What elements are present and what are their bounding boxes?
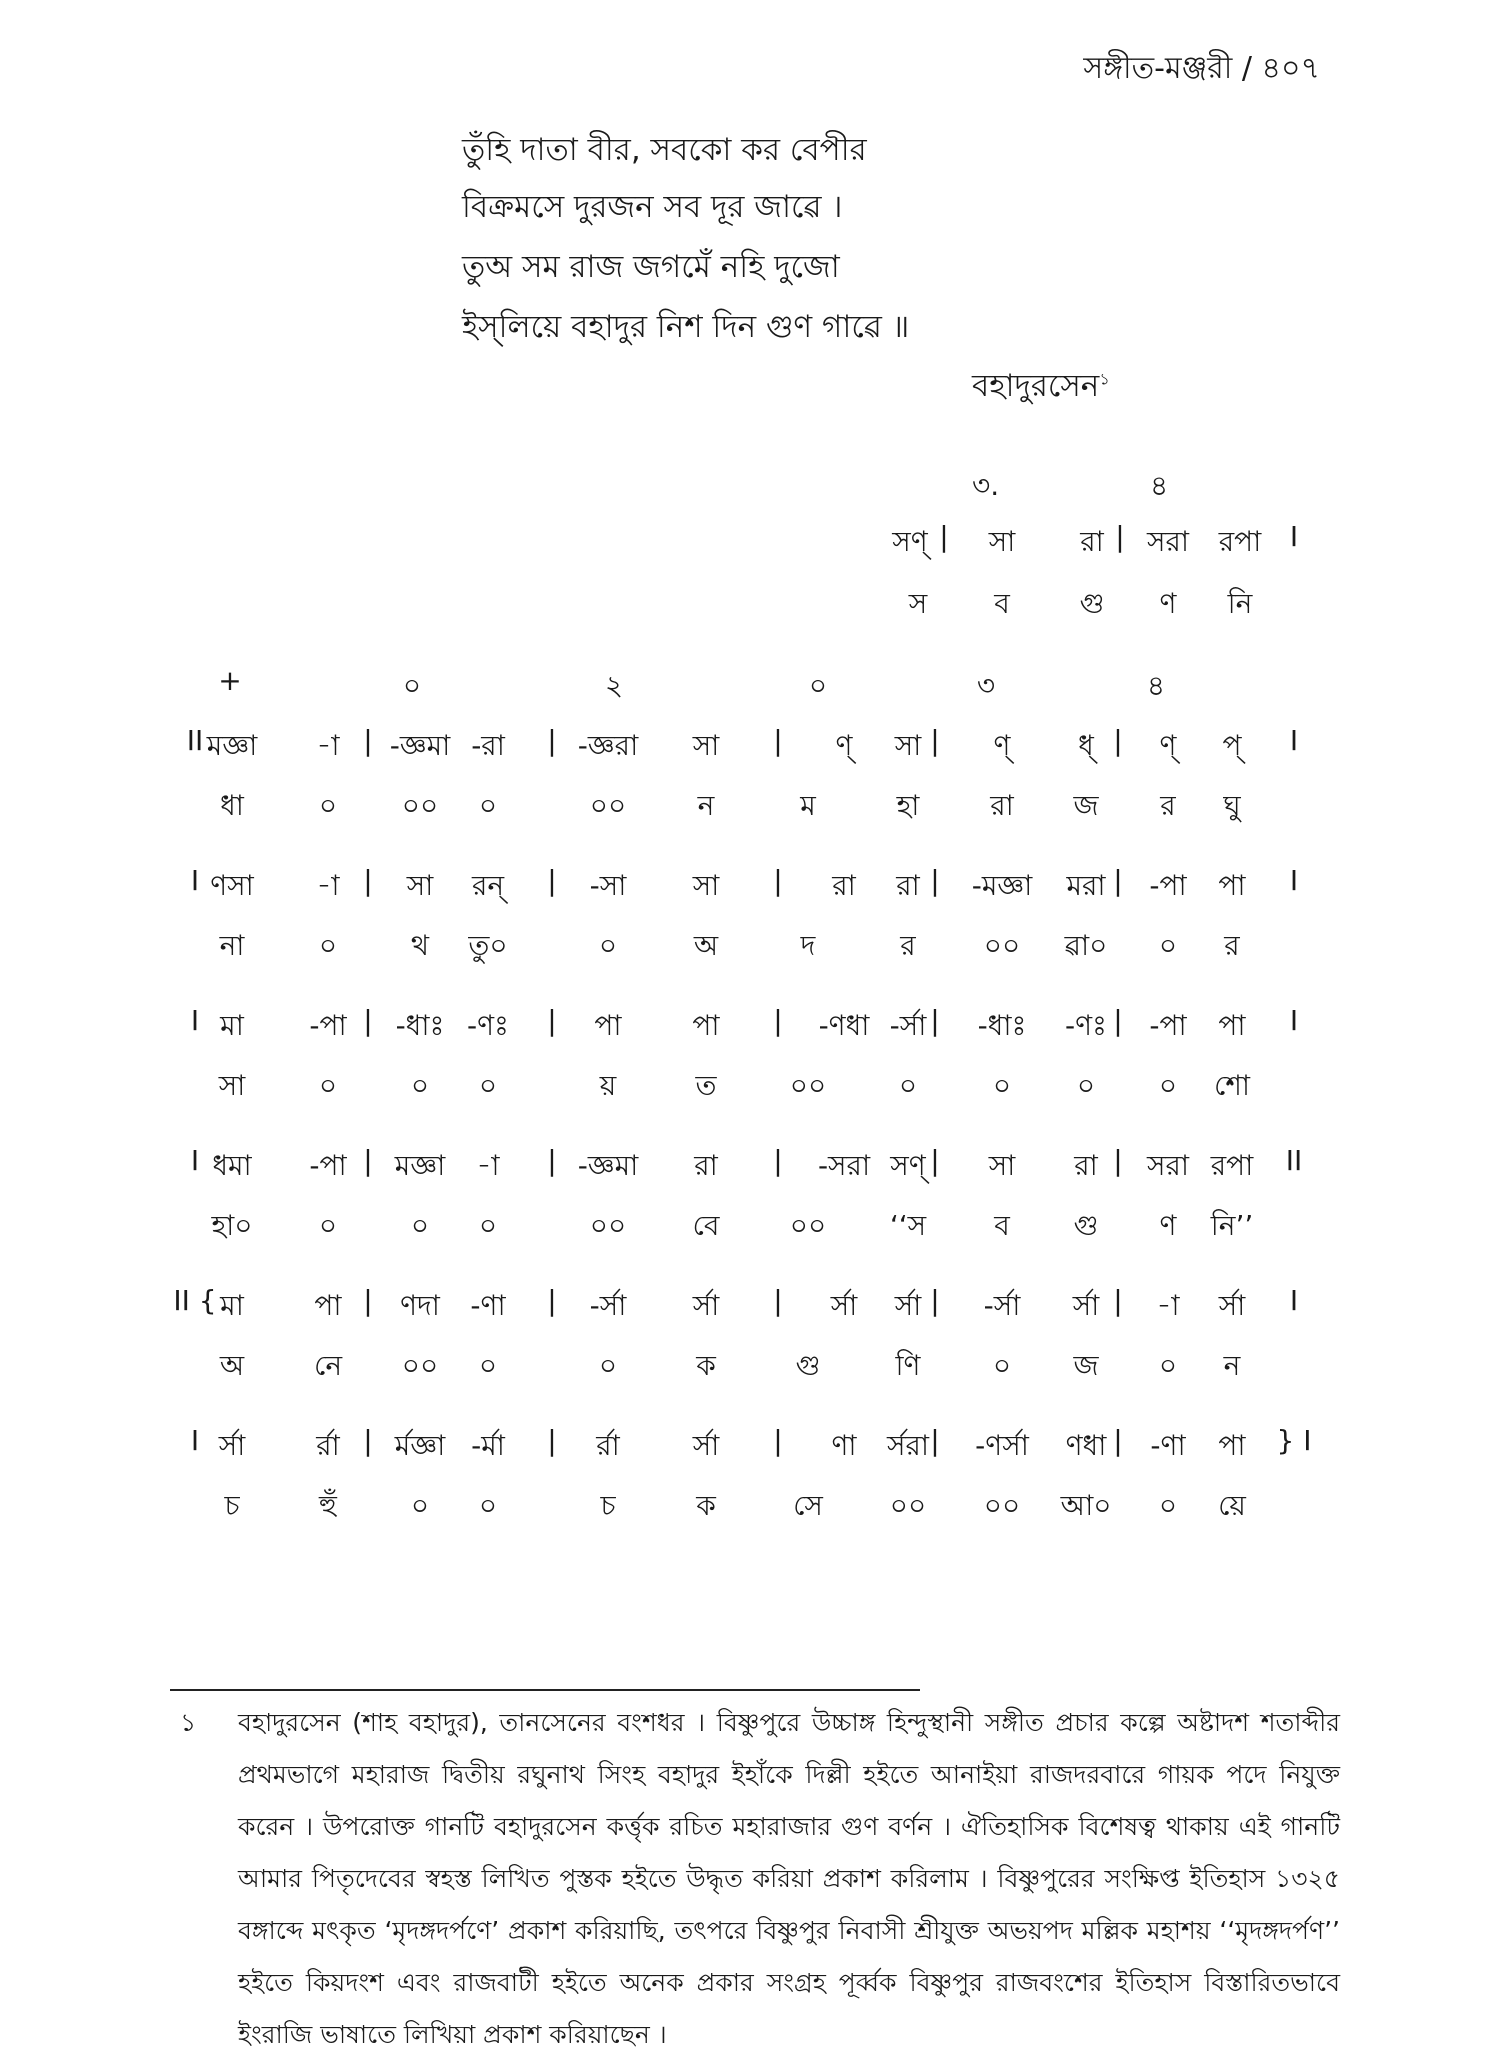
lyric-syllable: ত xyxy=(695,1069,717,1102)
taal-marker: ০ xyxy=(808,669,828,702)
note: সা xyxy=(894,729,922,762)
lyric-syllable: জ xyxy=(1073,789,1099,822)
note: সরা xyxy=(1146,525,1190,558)
lyric-syllable: ০ xyxy=(1158,1069,1178,1102)
bar-line: I xyxy=(1289,1004,1299,1037)
lyric-syllable: গু xyxy=(795,1349,821,1382)
lyric-syllable: ০০ xyxy=(401,1349,439,1382)
lyric-syllable: হা xyxy=(896,789,920,822)
note: -া xyxy=(476,1149,500,1182)
lyric-syllable: ০ xyxy=(478,1489,498,1522)
note: -পা xyxy=(309,1009,347,1042)
note: ণ্ xyxy=(993,729,1011,762)
lyric-syllable: ০০ xyxy=(589,789,627,822)
lyric-syllable: ০ xyxy=(318,1209,338,1242)
note: -র্মা xyxy=(471,1429,505,1462)
note: -সরা xyxy=(817,1149,871,1182)
verse-line-4: ইস্‌লিয়ে বহাদুর নিশ দিন গুণ গাৱে ॥ xyxy=(462,309,910,345)
lyric-syllable: র xyxy=(1160,789,1176,822)
note: -া xyxy=(316,729,340,762)
lyric-syllable: ০০ xyxy=(983,929,1021,962)
note: -মজ্ঞা xyxy=(971,869,1033,902)
lyric-syllable: র xyxy=(900,929,916,962)
note: রপা xyxy=(1210,1149,1254,1182)
lyric-syllable: ০ xyxy=(598,929,618,962)
lyric-syllable: সে xyxy=(793,1489,823,1522)
note: র্সা xyxy=(894,1289,922,1322)
note: মরা xyxy=(1066,869,1106,902)
bar-line: | xyxy=(1113,1144,1123,1177)
lyric-syllable: তু০ xyxy=(468,929,508,962)
bar-line: I xyxy=(1289,864,1299,897)
bar-line: I xyxy=(190,864,200,897)
lyric-syllable: য়ে xyxy=(1218,1489,1246,1522)
note: র্মজ্ঞা xyxy=(394,1429,446,1462)
note: সা xyxy=(692,869,720,902)
lyric-syllable: ০০ xyxy=(789,1069,827,1102)
lyric-syllable: ০০ xyxy=(789,1209,827,1242)
note: র্সরা xyxy=(886,1429,930,1462)
note: মজ্ঞা xyxy=(206,729,258,762)
note: সণ্ xyxy=(892,525,928,558)
lyric-syllable: ০ xyxy=(598,1349,618,1382)
note: র্সা xyxy=(1218,1289,1246,1322)
bar-line: | xyxy=(930,1144,940,1177)
lyric-syllable: ০ xyxy=(478,789,498,822)
bar-line: I xyxy=(190,1424,200,1457)
taal-marker: + xyxy=(218,664,242,697)
note: -র্সা xyxy=(983,1289,1021,1322)
note: র্সা xyxy=(830,1289,858,1322)
lyric-syllable: বে xyxy=(692,1209,720,1242)
note: -া xyxy=(316,869,340,902)
verse-line-3: তুঅ সম রাজ জগমেঁ নহি দুজো xyxy=(462,249,840,285)
lyric-syllable: ণ xyxy=(1159,587,1177,620)
verse-line-2: বিক্রমসে দুরজন সব দূর জাৱে । xyxy=(462,189,843,225)
note: -জ্ঞমা xyxy=(577,1149,639,1182)
bar-line: | xyxy=(1113,1284,1123,1317)
note: -ণা xyxy=(1150,1429,1186,1462)
lyric-syllable: ০ xyxy=(478,1209,498,1242)
note: -া xyxy=(1156,1289,1180,1322)
bar-line: II xyxy=(1285,1144,1303,1177)
lyric-syllable: ব xyxy=(994,587,1010,620)
lyric-syllable: আ০ xyxy=(1060,1489,1112,1522)
lyric-syllable: ০০ xyxy=(889,1489,927,1522)
bar-line: | xyxy=(773,1284,783,1317)
lyric-syllable: ০ xyxy=(410,1069,430,1102)
note: মজ্ঞা xyxy=(394,1149,446,1182)
verse-line-1: তুঁহি দাতা বীর, সবকো কর বেপীর xyxy=(462,132,867,168)
lyric-syllable: ক xyxy=(696,1349,716,1382)
lyric-syllable: ‘‘স xyxy=(889,1209,927,1242)
bar-line: | xyxy=(363,864,373,897)
lyric-syllable: ০ xyxy=(318,929,338,962)
note: সা xyxy=(988,525,1016,558)
bar-line: | xyxy=(773,1004,783,1037)
note: -ণঃ xyxy=(1065,1009,1107,1042)
note: পা xyxy=(594,1009,622,1042)
taal-marker: ৩. xyxy=(972,469,1000,502)
bar-line: | xyxy=(1113,864,1123,897)
note: -ণঃ xyxy=(467,1009,509,1042)
bar-line: | xyxy=(773,1424,783,1457)
note: মা xyxy=(220,1009,244,1042)
footnote-mark: ১ xyxy=(1099,369,1110,389)
note: -সা xyxy=(589,869,627,902)
bar-line: | xyxy=(547,864,557,897)
note: রা xyxy=(1080,525,1104,558)
bar-line: | xyxy=(939,520,949,553)
note: র্রা xyxy=(596,1429,620,1462)
bar-line: II { xyxy=(173,1284,217,1317)
lyric-syllable: ০ xyxy=(1076,1069,1096,1102)
lyric-syllable: সা xyxy=(218,1069,246,1102)
note: -ণধা xyxy=(818,1009,870,1042)
bar-line: I xyxy=(1289,520,1299,553)
lyric-syllable: ০০ xyxy=(589,1209,627,1242)
note: সা xyxy=(692,729,720,762)
lyric-syllable: ০ xyxy=(992,1069,1012,1102)
note: পা xyxy=(1218,869,1246,902)
taal-marker: ৩ xyxy=(976,669,996,702)
lyric-syllable: ব xyxy=(994,1209,1010,1242)
lyric-syllable: দ xyxy=(800,929,816,962)
lyric-syllable: ০ xyxy=(318,789,338,822)
lyric-syllable: রা xyxy=(990,789,1014,822)
note: ণ্ xyxy=(1159,729,1177,762)
note: ণধা xyxy=(1065,1429,1107,1462)
lyric-syllable: ণ xyxy=(1159,1209,1177,1242)
note: -রা xyxy=(471,729,505,762)
lyric-syllable: য় xyxy=(599,1069,617,1102)
lyric-syllable: ০ xyxy=(478,1349,498,1382)
lyric-syllable: ০ xyxy=(1158,1349,1178,1382)
lyric-syllable: হা০ xyxy=(211,1209,253,1242)
lyric-syllable: ন xyxy=(697,789,715,822)
lyric-syllable: গু xyxy=(1079,587,1105,620)
note: ণা xyxy=(831,1429,857,1462)
note: র্সা xyxy=(692,1429,720,1462)
bar-line: | xyxy=(773,1144,783,1177)
bar-line: | xyxy=(930,1004,940,1037)
lyric-syllable: জ xyxy=(1073,1349,1099,1382)
lyric-syllable: না xyxy=(219,929,245,962)
note: -পা xyxy=(1149,1009,1187,1042)
note: পা xyxy=(1218,1009,1246,1042)
bar-line: I xyxy=(190,1004,200,1037)
note: ণ্ xyxy=(835,729,853,762)
taal-marker: ৪ xyxy=(1150,469,1169,502)
bar-line: I xyxy=(1289,1284,1299,1317)
bar-line: | xyxy=(547,724,557,757)
lyric-syllable: ০ xyxy=(898,1069,918,1102)
note: ধ্ xyxy=(1078,729,1094,762)
note: রা xyxy=(694,1149,718,1182)
note: -জ্ঞমা xyxy=(389,729,451,762)
bar-line: | xyxy=(547,1144,557,1177)
bar-line: | xyxy=(1113,1004,1123,1037)
note: রন্ xyxy=(471,869,505,902)
bar-line: | xyxy=(773,724,783,757)
note: সণ্ xyxy=(890,1149,926,1182)
running-header: সঙ্গীত-মঞ্জরী / ৪০৭ xyxy=(1083,51,1320,86)
note: প্ xyxy=(1222,729,1242,762)
taal-marker: ২ xyxy=(604,669,624,702)
lyric-syllable: নি xyxy=(1227,587,1253,620)
lyric-syllable: ০ xyxy=(318,1069,338,1102)
note: র্সা xyxy=(692,1289,720,1322)
bar-line: II xyxy=(186,724,204,757)
lyric-syllable: থ xyxy=(410,929,430,962)
note: র্সা xyxy=(1072,1289,1100,1322)
bar-line: | xyxy=(547,1424,557,1457)
note: রা xyxy=(1074,1149,1098,1182)
lyric-syllable: ন xyxy=(1223,1349,1241,1382)
lyric-syllable: ০ xyxy=(992,1349,1012,1382)
note: পা xyxy=(692,1009,720,1042)
bar-line: | xyxy=(547,1004,557,1037)
note: রা xyxy=(896,869,920,902)
note: -ধাঃ xyxy=(977,1009,1027,1042)
note: সরা xyxy=(1146,1149,1190,1182)
note: র্রা xyxy=(316,1429,340,1462)
bar-line: I xyxy=(1289,724,1299,757)
lyric-syllable: হুঁ xyxy=(319,1489,337,1522)
note: ধমা xyxy=(212,1149,252,1182)
lyric-syllable: ০ xyxy=(1158,1489,1178,1522)
lyric-syllable: ০০ xyxy=(401,789,439,822)
lyric-syllable: চ xyxy=(224,1489,240,1522)
lyric-syllable: অ xyxy=(219,1349,245,1382)
bar-line: | xyxy=(930,1424,940,1457)
note: মা xyxy=(220,1289,244,1322)
note: -র্সা xyxy=(889,1009,927,1042)
lyric-syllable: নি’’ xyxy=(1210,1209,1254,1242)
bar-line: | xyxy=(1113,724,1123,757)
bar-line: | xyxy=(773,864,783,897)
lyric-syllable: ম xyxy=(800,789,816,822)
taal-marker: ৪ xyxy=(1146,669,1166,702)
note: রপা xyxy=(1218,525,1262,558)
bar-line: | xyxy=(363,724,373,757)
footnote-text: বহাদুরসেন (শাহ বহাদুর), তানসেনের বংশধর । বিষ্ণুপুরে উচ্চাঙ্গ হিন্দুস্থানী সঙ্গীত প্রচার কল্পে অষ্টাদশ শতাব্দীর প্রথমভাগে মহারাজ দ্বিতীয় রঘুনাথ সিংহ বহাদুর ইহাঁকে দিল্লী হইতে আনাইয়া রাজদরবারে গায়ক পদে নিযুক্ত করেন । উপরোক্ত গানটি বহাদুরসেন কর্ত্তৃক রচিত মহারাজার গুণ বর্ণন । ঐতিহাসিক বিশেষত্ব থাকায় এই গানটি আমার পিতৃদেবের স্বহস্ত লিখিত পুস্তক হইতে উদ্ধৃত করিয়া প্রকাশ করিলাম । বিষ্ণুপুরের সংক্ষিপ্ত ইতিহাস ১৩২৫ বঙ্গাব্দে মৎকৃত ‘মৃদঙ্গদর্পণে’ প্রকাশ করিয়াছি, তৎপরে বিষ্ণুপুর নিবাসী শ্রীযুক্ত অভয়পদ মল্লিক মহাশয় ‘‘মৃদঙ্গদর্পণ’’ হইতে কিয়দংশ এবং রাজবাটী হইতে অনেক প্রকার সংগ্রহ পূর্ব্বক বিষ্ণুপুর রাজবংশের ইতিহাস বিস্তারিতভাবে ইংরাজি ভাষাতে লিখিয়া প্রকাশ করিয়াছেন । xyxy=(238,1708,1340,2049)
note: -পা xyxy=(1149,869,1187,902)
note: -জ্ঞরা xyxy=(577,729,639,762)
note: সা xyxy=(406,869,434,902)
bar-line: } I xyxy=(1276,1424,1312,1457)
lyric-syllable: ০ xyxy=(478,1069,498,1102)
note: -ধাঃ xyxy=(395,1009,445,1042)
lyric-syllable: ০ xyxy=(1158,929,1178,962)
note: রা xyxy=(832,869,856,902)
taal-marker: ০ xyxy=(402,669,422,702)
note: -ণা xyxy=(470,1289,506,1322)
lyric-syllable: গু xyxy=(1073,1209,1099,1242)
note: সা xyxy=(988,1149,1016,1182)
composer-name: বহাদুরসেন xyxy=(972,368,1100,404)
note: -পা xyxy=(309,1149,347,1182)
bar-line: | xyxy=(1115,520,1125,553)
bar-line: | xyxy=(363,1004,373,1037)
lyric-syllable: চ xyxy=(600,1489,616,1522)
lyric-syllable: শো xyxy=(1213,1069,1251,1102)
footnote-number: ১ xyxy=(180,1708,197,1737)
note: পা xyxy=(1218,1429,1246,1462)
footnote-divider xyxy=(170,1689,920,1691)
bar-line: | xyxy=(547,1284,557,1317)
note: ণদা xyxy=(400,1289,440,1322)
bar-line: | xyxy=(1113,1424,1123,1457)
bar-line: | xyxy=(930,1284,940,1317)
bar-line: | xyxy=(363,1424,373,1457)
bar-line: | xyxy=(363,1284,373,1317)
note: -ণর্সা xyxy=(975,1429,1029,1462)
lyric-syllable: ০ xyxy=(410,1489,430,1522)
lyric-syllable: ক xyxy=(696,1489,716,1522)
note: ণসা xyxy=(210,869,254,902)
lyric-syllable: ৱা০ xyxy=(1064,929,1108,962)
lyric-syllable: স xyxy=(908,587,928,620)
footnote xyxy=(180,1697,1340,2061)
lyric-syllable: ধা xyxy=(220,789,244,822)
bar-line: | xyxy=(930,864,940,897)
lyric-syllable: র xyxy=(1224,929,1240,962)
note: র্সা xyxy=(218,1429,246,1462)
bar-line: | xyxy=(363,1144,373,1177)
lyric-syllable: ঘু xyxy=(1223,789,1241,822)
lyric-syllable: ০ xyxy=(410,1209,430,1242)
bar-line: I xyxy=(190,1144,200,1177)
lyric-syllable: ০০ xyxy=(983,1489,1021,1522)
composer-attribution xyxy=(972,362,1110,414)
note: পা xyxy=(314,1289,342,1322)
bar-line: | xyxy=(930,724,940,757)
lyric-syllable: নে xyxy=(313,1349,343,1382)
lyric-syllable: অ xyxy=(693,929,719,962)
lyric-syllable: ণি xyxy=(895,1349,921,1382)
note: -র্সা xyxy=(589,1289,627,1322)
